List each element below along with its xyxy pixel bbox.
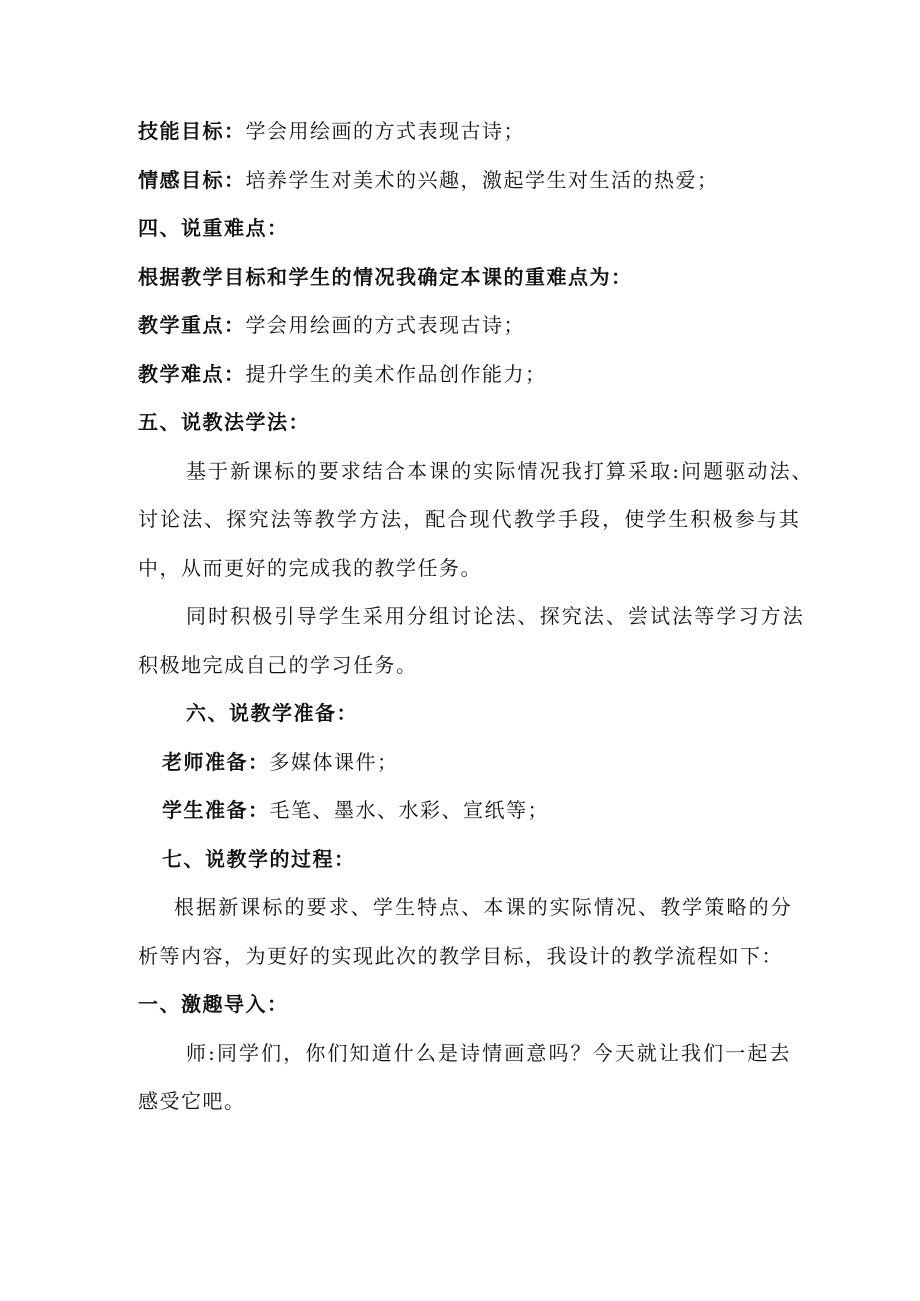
section5-p1-line-3: 中，从而更好的完成我的教学任务。 xyxy=(138,556,482,580)
emotion-goal-text: 培养学生对美术的兴趣，激起学生对生活的热爱； xyxy=(245,168,719,192)
step1-heading: 一、激趣导入： xyxy=(138,992,289,1016)
teacher-prep-text: 多媒体课件； xyxy=(269,750,399,774)
step1-p-line-2: 感受它吧。 xyxy=(138,1089,246,1113)
section5-p2-line-2: 积极地完成自己的学习任务。 xyxy=(138,653,418,677)
section5-heading: 五、说教法学法： xyxy=(138,410,310,434)
section4-heading: 四、说重难点： xyxy=(138,216,289,240)
emotion-goal-label: 情感目标： xyxy=(138,168,246,192)
key-point-text: 学会用绘画的方式表现古诗； xyxy=(245,313,525,337)
student-prep-label: 学生准备： xyxy=(162,798,270,822)
section7-p-line-1: 根据新课标的要求、学生特点、本课的实际情况、教学策略的分 xyxy=(174,895,793,919)
student-prep-line xyxy=(162,796,549,824)
difficult-point-text: 提升学生的美术作品创作能力； xyxy=(245,362,547,386)
section4-intro: 根据教学目标和学生的情况我确定本课的重难点为： xyxy=(138,265,633,289)
section6-heading: 六、说教学准备： xyxy=(186,701,358,725)
skill-goal-text: 学会用绘画的方式表现古诗； xyxy=(245,119,525,143)
section7-heading: 七、说教学的过程： xyxy=(162,847,356,871)
step1-p-line-1: 师:同学们，你们知道什么是诗情画意吗？今天就让我们一起去 xyxy=(186,1041,792,1065)
skill-goal-label: 技能目标： xyxy=(138,119,246,143)
section5-p2-line-1: 同时积极引导学生采用分组讨论法、探究法、尝试法等学习方法 xyxy=(186,604,805,628)
key-point-line xyxy=(138,311,525,339)
key-point-label: 教学重点： xyxy=(138,313,246,337)
section7-p-line-2: 析等内容，为更好的实现此次的教学目标，我设计的教学流程如下： xyxy=(138,944,783,968)
student-prep-text: 毛笔、墨水、水彩、宣纸等； xyxy=(269,798,549,822)
difficult-point-line xyxy=(138,360,547,388)
difficult-point-label: 教学难点： xyxy=(138,362,246,386)
section5-p1-line-1: 基于新课标的要求结合本课的实际情况我打算采取:问题驱动法、 xyxy=(186,459,814,483)
teacher-prep-line xyxy=(162,748,399,776)
skill-goal-line xyxy=(138,117,525,145)
emotion-goal-line xyxy=(138,166,719,194)
section5-p1-line-2: 讨论法、探究法等教学方法，配合现代教学手段，使学生积极参与其 xyxy=(138,507,801,531)
teacher-prep-label: 老师准备： xyxy=(162,750,270,774)
